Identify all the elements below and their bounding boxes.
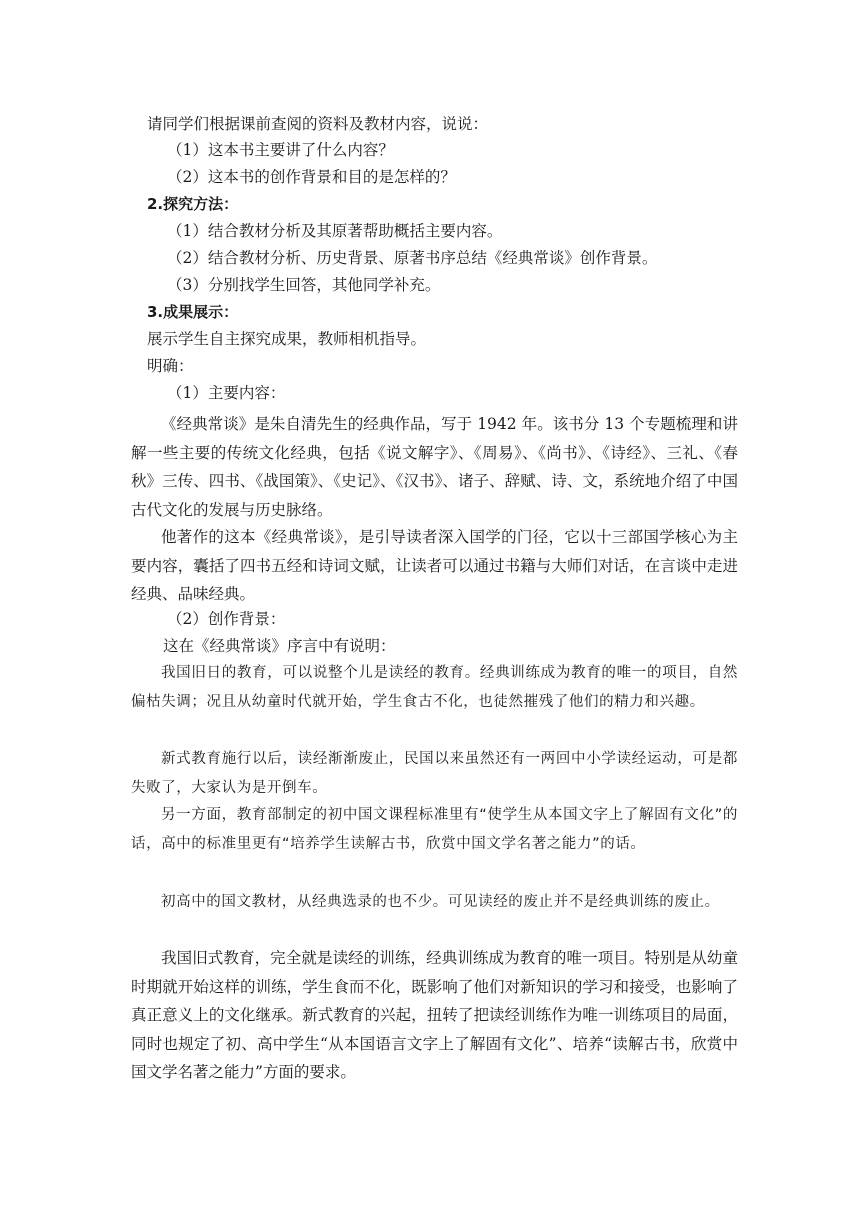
method-3: （3）分别找学生回答，其他同学补充。 <box>167 276 441 294</box>
quote-text: 我国旧日的教育，可以说整个儿是读经的教育。经典训练成为教育的唯一的项目，自然偏枯失调；况且从幼童时代就开始，学生食古不化，也徒然摧残了他们的精力和兴趣。 <box>131 665 738 710</box>
method-1: （1）结合教材分析及其原著帮助概括主要内容。 <box>167 222 503 240</box>
clarify-label: 明确： <box>147 357 194 375</box>
main-content-paragraph-2 <box>131 523 738 609</box>
question-2: （2）这本书的创作背景和目的是怎样的？ <box>167 168 456 186</box>
paragraph-text: 他著作的这本《经典常谈》，是引导读者深入国学的门径，它以十三部国学核心为主要内容，囊括了四书五经和诗词文赋，让读者可以通过书籍与大师们对话，在言谈中走进经典、品味经典。 <box>131 528 738 603</box>
point-1-label: （1）主要内容： <box>167 384 286 402</box>
intro-text: 请同学们根据课前查阅的资料及教材内容，说说： <box>147 115 489 133</box>
summary-paragraph <box>131 944 738 1087</box>
preface-quote-4 <box>131 888 738 917</box>
section-3-heading: 3.成果展示： <box>147 303 239 321</box>
point-2-label: （2）创作背景： <box>167 610 286 628</box>
preface-quote-1 <box>131 659 738 717</box>
quote-text: 新式教育施行以后，读经渐渐废止，民国以来虽然还有一两回中小学读经运动，可是都失败了，大家认为是开倒车。 <box>131 751 738 796</box>
show-text: 展示学生自主探究成果，教师相机指导。 <box>147 330 427 348</box>
method-2: （2）结合教材分析、历史背景、原著书序总结《经典常谈》创作背景。 <box>167 249 658 267</box>
paragraph-text: 我国旧式教育，完全就是读经的训练，经典训练成为教育的唯一项目。特别是从幼童时期就开始这样的训练，学生食而不化，既影响了他们对新知识的学习和接受，也影响了真正意义上的文化继承。新式教育的兴起，扭转了把读经训练作为唯一训练项目的局面，同时也规定了初、高中学生“从本国语言文字上了解固有文化”、培养“读解古书，欣赏中国文学名著之能力”方面的要求。 <box>131 949 738 1081</box>
preface-quote-3 <box>131 801 738 859</box>
paragraph-text: 《经典常谈》是朱自清先生的经典作品，写于 1942 年。该书分 13 个专题梳理和讲解一些主要的传统文化经典，包括《说文解字》、《周易》、《尚书》、《诗经》、三礼、《春秋》三传、四书、《战国策》、《史记》、《汉书》、诸子、辞赋、诗、文，系统地介绍了中国古代文化的发展与历史脉络。 <box>131 415 738 519</box>
section-2-heading: 2.探究方法： <box>147 195 239 213</box>
quote-text: 初高中的国文教材，从经典选录的也不少。可见读经的废止并不是经典训练的废止。 <box>161 894 720 910</box>
preface-intro: 这在《经典常谈》序言中有说明： <box>163 637 396 655</box>
main-content-paragraph-1 <box>131 410 738 524</box>
preface-quote-2 <box>131 745 738 803</box>
quote-text: 另一方面，教育部制定的初中国文课程标准里有“使学生从本国文字上了解固有文化”的话，高中的标准里更有“培养学生读解古书，欣赏中国文学名著之能力”的话。 <box>131 807 738 852</box>
question-1: （1）这本书主要讲了什么内容？ <box>167 141 394 159</box>
